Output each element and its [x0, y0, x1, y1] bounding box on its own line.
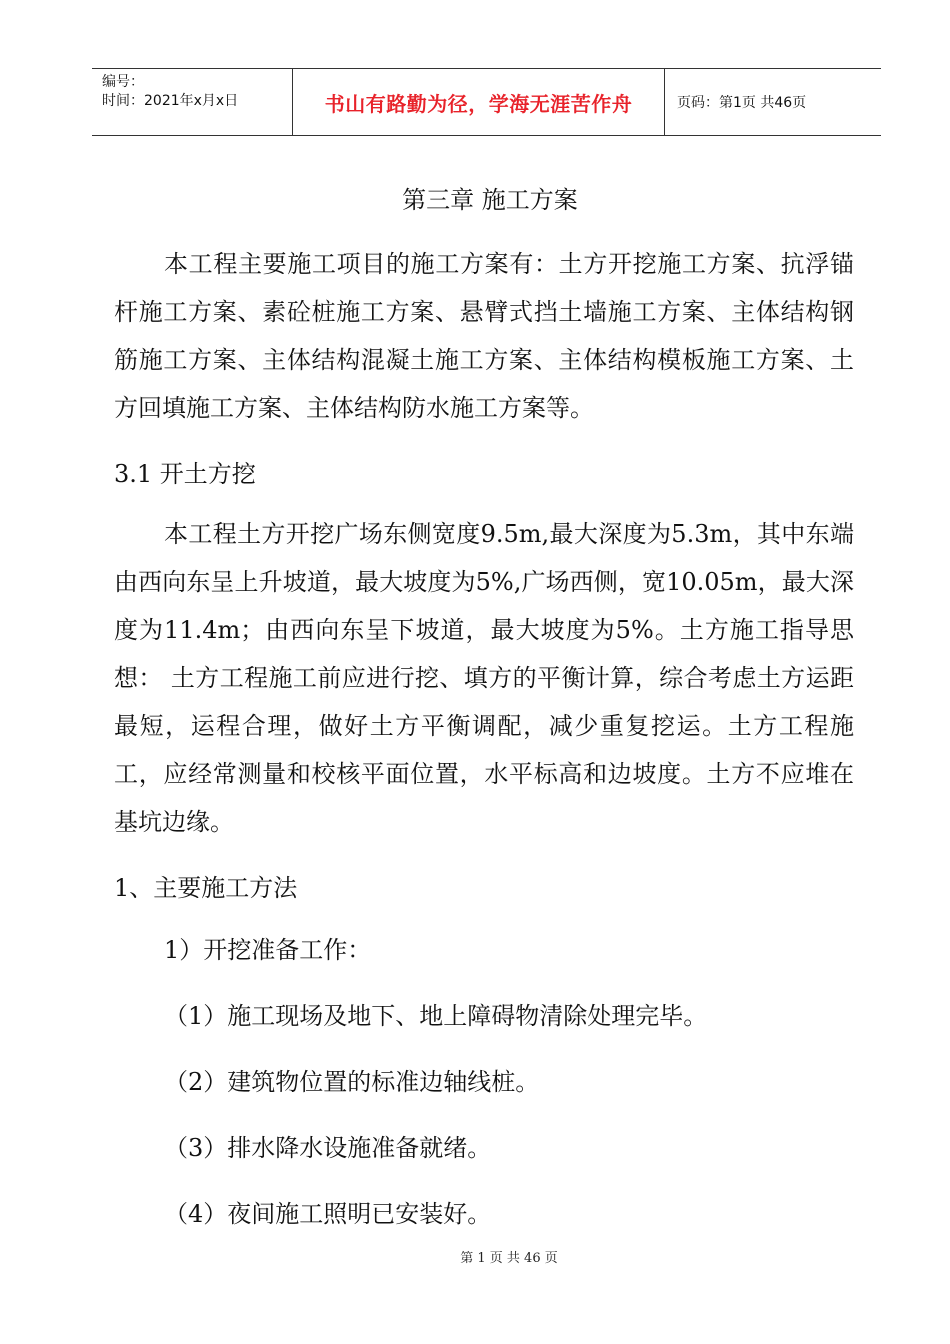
list-item: （3）排水降水设施准备就绪。 — [164, 1134, 492, 1162]
subheading-methods: 1、主要施工方法 — [114, 874, 298, 902]
time-label: 时间：2021年x月x日 — [102, 93, 239, 109]
list-item: （1）施工现场及地下、地上障碍物清除处理完毕。 — [164, 1002, 708, 1030]
header-motto-cell — [293, 69, 665, 135]
page-info: 页码：第1页 共46页 — [677, 95, 807, 111]
intro-paragraph: 本工程主要施工项目的施工方案有：土方开挖施工方案、抗浮锚杆施工方案、素砼桩施工方案、悬臂式挡土墙施工方案、主体结构钢筋施工方案、主体结构混凝土施工方案、主体结构模板施工方案、土方回填施工方案、主体结构防水施工方案等。 — [114, 250, 854, 422]
header-page-cell — [665, 69, 881, 135]
list-item: （4）夜间施工照明已安装好。 — [164, 1200, 492, 1228]
motto-text: 书山有路勤为径，学海无涯苦作舟 — [324, 91, 633, 116]
header-meta-cell — [92, 69, 293, 135]
page-footer: 第 1 页 共 46 页 — [460, 1251, 558, 1266]
list-item: （2）建筑物位置的标准边轴线桩。 — [164, 1068, 540, 1096]
subheading-preparation: 1）开挖准备工作： — [164, 936, 372, 964]
chapter-title: 第三章 施工方案 — [402, 186, 578, 214]
document-header — [92, 68, 881, 136]
section-body-paragraph: 本工程土方开挖广场东侧宽度9.5m,最大深度为5.3m，其中东端由西向东呈上升坡道，最大坡度为5%,广场西侧，宽10.05m，最大深度为11.4m；由西向东呈下坡道，最大坡度为5%。土方施工指导思想： 土方工程施工前应进行挖、填方的平衡计算，综合考虑土方运距最短，运程合理，做好土方平衡调配，减少重复挖运。土方工程施工，应经常测量和校核平面位置，水平标高和边坡度。土方不应堆在基坑边缘。 — [114, 520, 854, 836]
number-label: 编号： — [102, 74, 144, 90]
section-heading: 3.1 开土方挖 — [114, 460, 256, 488]
